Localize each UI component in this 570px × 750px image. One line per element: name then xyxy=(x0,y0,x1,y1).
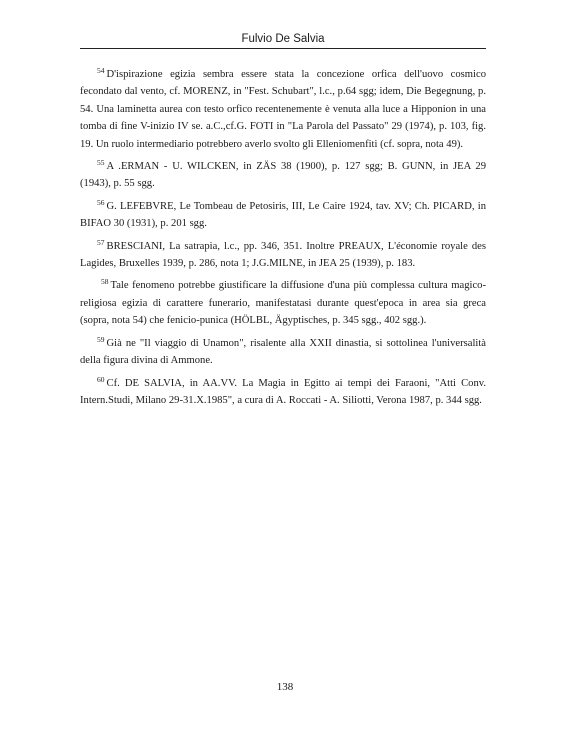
header-author: Fulvio De Salvia xyxy=(241,33,325,45)
footnote-number: 54 xyxy=(97,66,105,75)
footnote-56 xyxy=(80,194,486,233)
footnote-text: G. LEFEBVRE, Le Tombeau de Petosiris, III, Le Caire 1924, tav. XV; Ch. PICARD, in BIFAO 30 (1931), p. 201 sgg. xyxy=(80,200,486,230)
footnote-text: D'ispirazione egizia sembra essere stata la concezione orfica dell'uovo cosmico fecondato dal vento, cf. MORENZ, in "Fest. Schubart", l.c., p.64 sgg; idem, Die Begegnung, p. 54. Una laminetta aurea con testo orfico recentenemente è venuta alla luce a Hipponion in una tomba di fine V-inizio IV se. a.C.,cf.G. FOTI in "La Parola del Passato" 29 (1974), p. 103, fig. 19. Un ruolo intermediario potrebbero averlo svolto gli Elleniomenfiti (cf. sopra, nota 49). xyxy=(80,69,486,150)
footnote-number: 56 xyxy=(97,197,105,207)
footnote-number: 59 xyxy=(97,334,105,344)
footnote-58 xyxy=(80,273,486,329)
footnote-59 xyxy=(80,331,486,370)
page-number: 138 xyxy=(276,681,294,693)
footnote-54 xyxy=(80,62,486,153)
footnote-text: Cf. DE SALVIA, in AA.VV. La Magia in Egitto ai tempi dei Faraoni, "Atti Conv. Intern.Studi, Milano 29-31.X.1985", a cura di A. Roccati - A. Siliotti, Verona 1987, p. 344 sgg. xyxy=(80,377,486,406)
footnotes-section xyxy=(80,62,486,410)
footnote-number: 55 xyxy=(97,158,105,168)
footnote-55 xyxy=(80,154,486,193)
footnote-57 xyxy=(80,234,486,273)
footnote-text: BRESCIANI, La satrapia, l.c., pp. 346, 351. Inoltre PREAUX, L'économie royale des Lagides, Bruxelles 1939, p. 286, nota 1; J.G.MILNE, in JEA 25 (1939), p. 183. xyxy=(80,240,486,270)
footnote-text: Tale fenomeno potrebbe giustificare la diffusione d'una più complessa cultura magico-religiosa egizia di carattere funerario, manifestatasi durante quest'epoca in area sia greca (sopra, nota 54) che fenicio-punica (HÖLBL, Ägyptisches, p. 345 sgg., 402 sgg.). xyxy=(80,280,486,327)
footnote-text: Già ne "Il viaggio di Unamon", risalente alla XXII dinastia, si sottolinea l'universalità della figura divina di Ammone. xyxy=(80,337,486,367)
footnote-text: A .ERMAN - U. WILCKEN, in ZÄS 38 (1900), p. 127 sgg; B. GUNN, in JEA 29 (1943), p. 55 sgg. xyxy=(80,161,486,190)
running-header xyxy=(80,30,486,49)
footnote-60 xyxy=(80,371,486,410)
footnote-number: 57 xyxy=(97,237,105,247)
footnote-number: 60 xyxy=(97,374,105,384)
footnote-number: 58 xyxy=(101,277,109,287)
